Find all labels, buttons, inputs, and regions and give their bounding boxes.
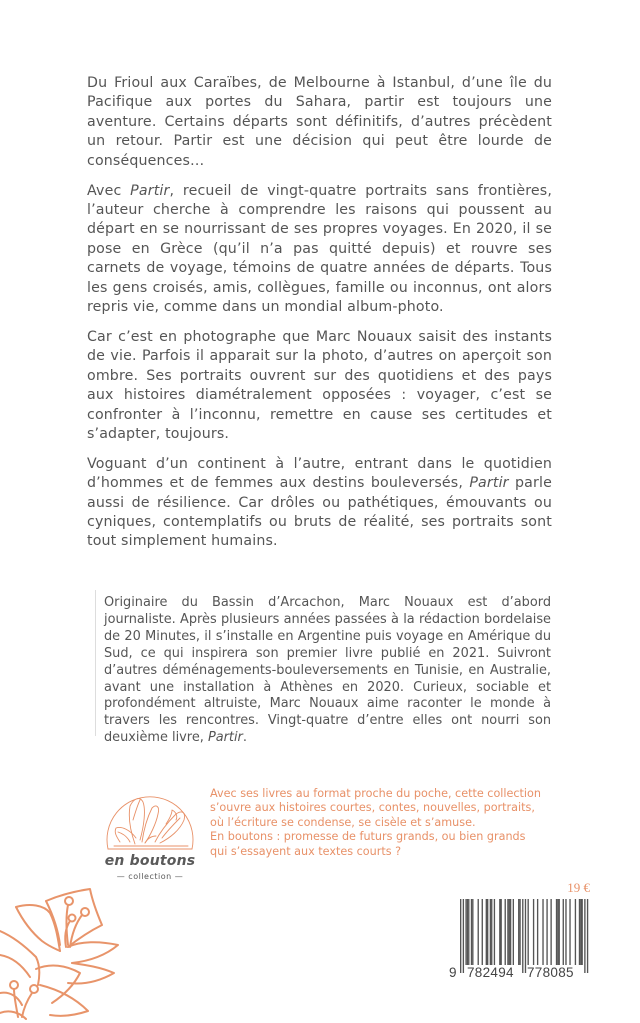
barcode-bar (509, 899, 510, 965)
barcode-bar (556, 899, 557, 965)
barcode-bar (580, 899, 581, 965)
barcode-bar (501, 899, 502, 965)
barcode-bar (472, 899, 473, 965)
barcode-bar (513, 899, 514, 965)
barcode-bar (575, 899, 576, 965)
summary-paragraph (87, 74, 552, 171)
barcode-bar (569, 899, 570, 965)
barcode-bar (537, 899, 538, 965)
barcode-bar (482, 899, 483, 965)
text-run: Voguant d’un continent à l’autre, entrant dans le quotidien d’hommes et de femmes aux destins bouleversés, (87, 455, 552, 492)
barcode-bar (505, 899, 506, 965)
lily-flower-illustration-icon (0, 885, 130, 1023)
barcode-bar (494, 899, 495, 965)
barcode-bar (518, 899, 519, 965)
barcode-left-group: 782494 (467, 965, 514, 980)
barcode-bar (559, 899, 560, 965)
barcode-bar (467, 899, 468, 965)
barcode-bar (460, 899, 461, 973)
barcode-bar (579, 899, 580, 965)
book-title-italic: Partir (469, 475, 509, 492)
barcode-bar (525, 899, 526, 973)
barcode-bar (507, 899, 508, 965)
author-bio-text (104, 595, 551, 747)
book-title-italic: Partir (130, 182, 170, 199)
barcode-bar (533, 899, 534, 965)
summary-paragraph (87, 328, 552, 444)
collection-logo-name: en boutons (104, 853, 196, 869)
summary-paragraph (87, 182, 552, 318)
barcode-bar (563, 899, 564, 965)
barcode-right-group: 778085 (527, 965, 574, 980)
text-run: Avec (87, 182, 131, 199)
magnolia-logo-icon (100, 780, 200, 855)
barcode-bar (471, 899, 472, 965)
text-run: parle aussi de résilience. Car drôles ou pathétiques, émouvants ou cyniques, contemplatifs ou bruts de réalité, ses portraits sont tout simplement humains. (87, 475, 552, 550)
barcode-bar (487, 899, 488, 965)
barcode-bar (490, 899, 491, 965)
barcode-bar (463, 899, 464, 973)
collection-logo (100, 780, 200, 892)
barcode-bar (465, 899, 466, 965)
collection-line: qui s’essayent aux textes courts ? (210, 844, 402, 858)
barcode-bar (478, 899, 479, 965)
text-run: Du Frioul aux Caraïbes, de Melbourne à Istanbul, d’une île du Pacifique aux portes du Sahara, partir est toujours une aventure. Certains départs sont définitifs, d’autres précèdent un retour. Partir est une décision qui peut être lourde de conséquences… (87, 75, 552, 169)
barcode-bar (584, 899, 585, 973)
barcode-bar (519, 899, 520, 965)
barcode-bar (565, 899, 566, 965)
text-run: Car c’est en photographe que Marc Nouaux saisit des instants de vie. Parfois il apparait sur la photo, d’autres on aperçoit son ombre. Ses portraits ouvrent sur des quotidiens et des pays aux histoires diamétralement opposées : voyager, c’est se confronter à l’inconnu, remettre en cause ses certitudes et s’adapter, toujours. (87, 328, 552, 442)
book-title-italic: Partir (207, 730, 243, 746)
barcode-first-digit: 9 (449, 965, 457, 980)
barcode-bar (510, 899, 511, 965)
text-run: , recueil de vingt-quatre portraits sans frontières, l’auteur cherche à comprendre les raisons qui poussent au départ en se nourrissant de ses propres voyages. En 2020, il se pose en Grèce (qu’il n’a pas quitté depuis) et rouvre ses carnets de voyage, témoins de quatre années de départs. Tous les gens croisés, amis, collègues, famille ou inconnus, ont alors repris vie, comme dans un mondial album-photo. (87, 182, 552, 315)
collection-logo-subtitle: — collection — (116, 872, 184, 881)
author-bio (104, 595, 551, 747)
barcode-bar (557, 899, 558, 965)
barcode-bar (491, 899, 492, 965)
collection-line: s’ouvre aux histoires courtes, contes, nouvelles, portraits, (210, 801, 535, 815)
barcode-bar (546, 899, 547, 965)
collection-line: Avec ses livres au format proche du poche, cette collection (210, 787, 541, 800)
text-run: Originaire du Bassin d’Arcachon, Marc Nouaux est d’abord journaliste. Après plusieurs années passées à la rédaction bordelaise de 20 Minutes, il s’installe en Argentine puis voyage en Amérique du Sud, ce qui inspirera son premier livre publié en 2021. Suivront d’autres déménagements-bouleversements en Tunisie, en Australie, avant une installation à Athènes en 2020. Curieux, sociable et profondément altruiste, Marc Nouaux aime raconter le monde à travers les rencontres. Vingt-quatre d’entre elles ont nourri son deuxième livre, (104, 595, 551, 746)
collection-line: où l’écriture se condense, se cisèle et s’amuse. (210, 815, 476, 829)
barcode-bar (542, 899, 543, 965)
text-run: . (242, 730, 247, 746)
barcode-bar (522, 899, 523, 973)
back-cover-summary (87, 74, 552, 562)
barcode-bar (486, 899, 487, 965)
summary-paragraph (87, 455, 552, 552)
barcode-bar (499, 899, 500, 965)
bio-divider (95, 590, 96, 736)
price-label: 19 € (567, 880, 590, 895)
barcode-bar (587, 899, 588, 973)
collection-line: En boutons : promesse de futurs grands, ou bien grands (210, 830, 526, 844)
barcode-bar (528, 899, 529, 965)
barcode-bar (582, 899, 583, 965)
collection-description (210, 787, 570, 859)
barcode-bar (550, 899, 551, 965)
barcode-bar (468, 899, 469, 965)
